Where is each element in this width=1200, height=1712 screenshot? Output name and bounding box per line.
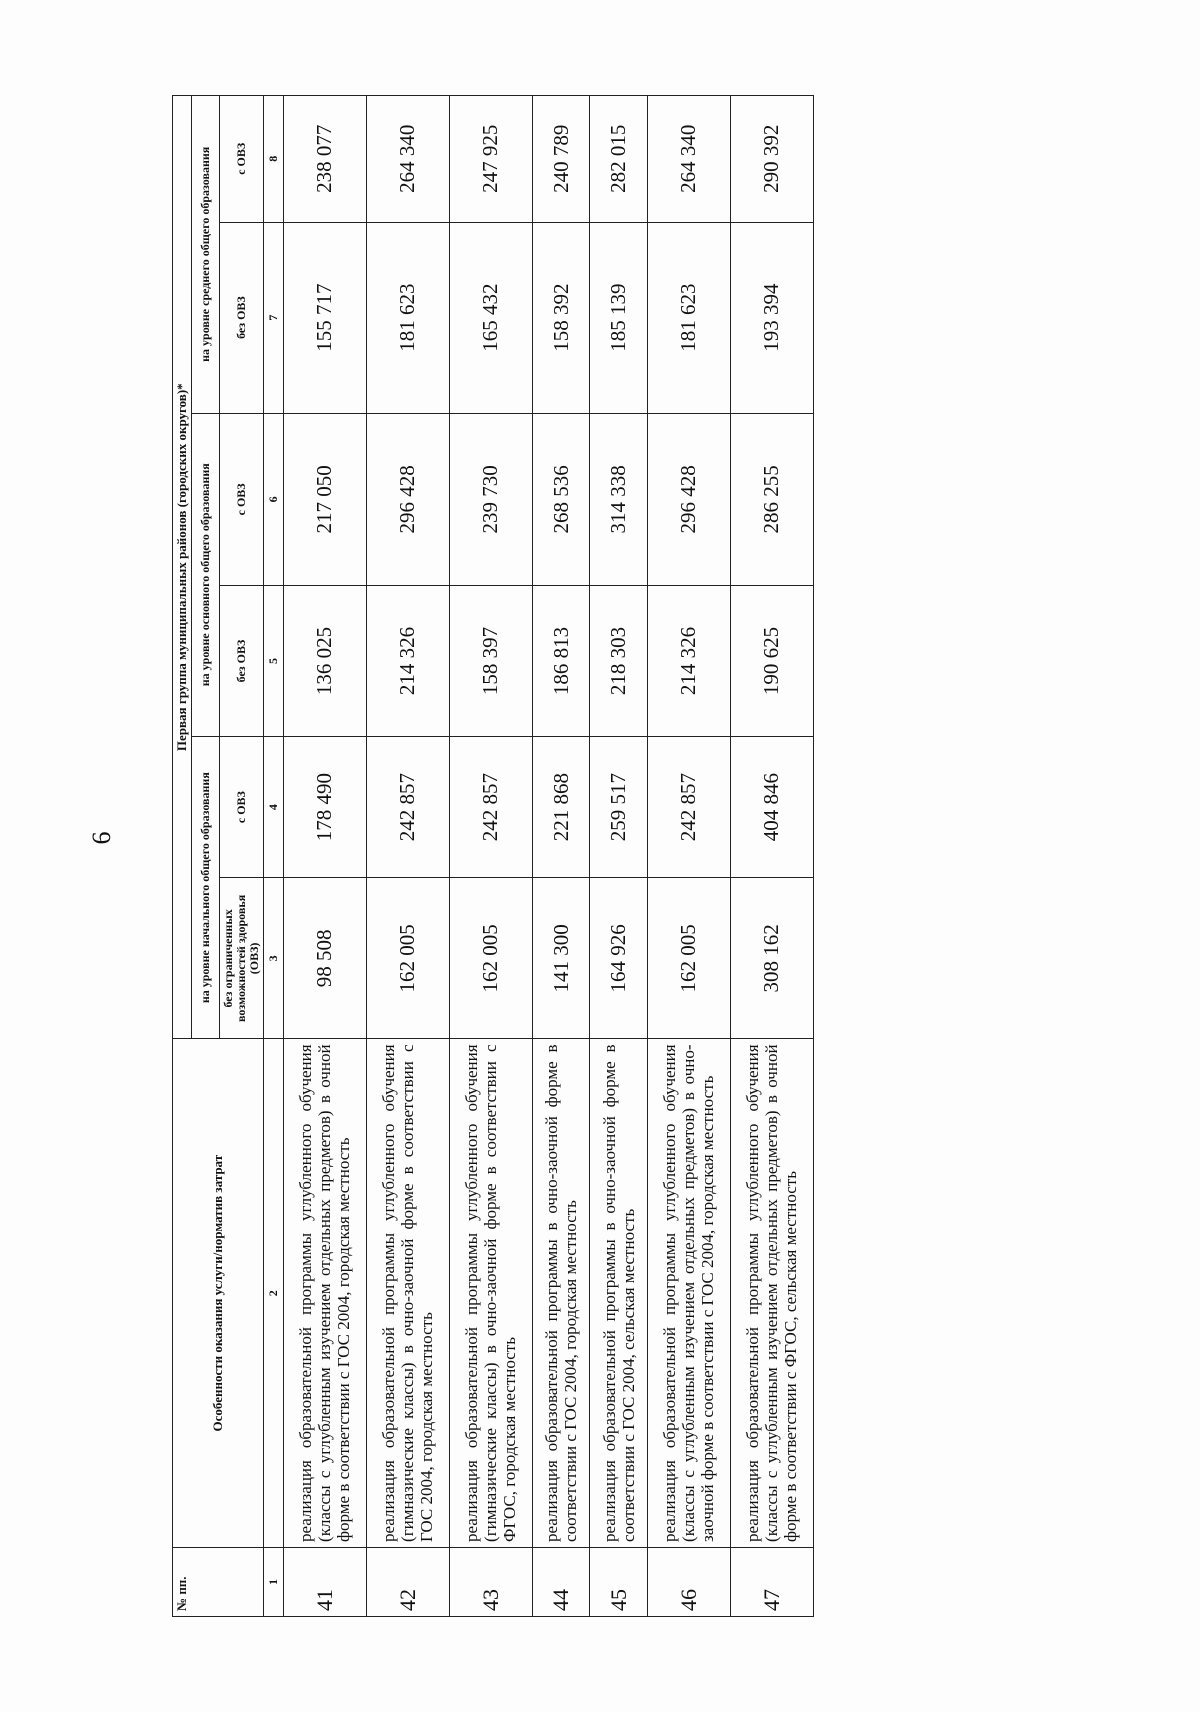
column-index: 1: [264, 1547, 284, 1616]
value-cell: 214 326: [648, 586, 731, 737]
row-description: реализация образовательной программы углубленного обучения (гимназические классы) в очно-заочной форме в соответствии с ГОС 2004, городская местность: [366, 1039, 449, 1548]
header-features: Особенности оказания услуги/норматив затрат: [173, 1039, 264, 1548]
value-cell: 158 397: [449, 586, 532, 737]
value-cell: 136 025: [284, 586, 367, 737]
table-row: [366, 96, 449, 1617]
value-cell: 296 428: [648, 413, 731, 586]
value-cell: 186 813: [532, 586, 590, 737]
value-cell: 314 338: [590, 413, 648, 586]
value-cell: 296 428: [366, 413, 449, 586]
column-index: 2: [264, 1039, 284, 1548]
table-row: [449, 96, 532, 1617]
value-cell: 290 392: [730, 96, 813, 223]
header-basic-without-ovz: без ОВЗ: [220, 586, 264, 737]
value-cell: 282 015: [590, 96, 648, 223]
value-cell: 217 050: [284, 413, 367, 586]
header-level-basic: на уровне основного общего образования: [192, 413, 220, 736]
value-cell: 141 300: [532, 878, 590, 1039]
header-no: № пп.: [173, 1547, 264, 1616]
value-cell: 247 925: [449, 96, 532, 223]
value-cell: 264 340: [366, 96, 449, 223]
value-cell: 214 326: [366, 586, 449, 737]
header-level-secondary: на уровне среднего общего образования: [192, 96, 220, 414]
value-cell: 164 926: [590, 878, 648, 1039]
table-row: [730, 96, 813, 1617]
row-number: 46: [648, 1547, 731, 1616]
value-cell: 308 162: [730, 878, 813, 1039]
norms-table: [172, 95, 814, 1617]
header-secondary-without-ovz: без ОВЗ: [220, 222, 264, 413]
value-cell: 218 303: [590, 586, 648, 737]
value-cell: 98 508: [284, 878, 367, 1039]
column-index: 4: [264, 736, 284, 878]
row-description: реализация образовательной программы углубленного обучения (классы с углубленным изучением отдельных предметов) в очной форме в соответствии с ГОС 2004, городская местность: [284, 1039, 367, 1548]
row-description: реализация образовательной программы углубленного обучения (классы с углубленным изучением отдельных предметов) в очно-заочной форме в соответствии с ГОС 2004, городская местность: [648, 1039, 731, 1548]
value-cell: 242 857: [366, 736, 449, 878]
value-cell: 181 623: [648, 222, 731, 413]
value-cell: 238 077: [284, 96, 367, 223]
header-level-primary: на уровне начального общего образования: [192, 736, 220, 1039]
row-description: реализация образовательной программы углубленного обучения (классы с углубленным изучением отдельных предметов) в очной форме в соответствии с ФГОС, сельская местность: [730, 1039, 813, 1548]
row-description: реализация образовательной программы углубленного обучения (гимназические классы) в очно-заочной форме в соответствии с ФГОС, городская местность: [449, 1039, 532, 1548]
header-primary-with-ovz: с ОВЗ: [220, 736, 264, 878]
value-cell: 165 432: [449, 222, 532, 413]
value-cell: 286 255: [730, 413, 813, 586]
column-index: 7: [264, 222, 284, 413]
value-cell: 162 005: [366, 878, 449, 1039]
column-index: 6: [264, 413, 284, 586]
header-primary-without-ovz: без ограниченных возможностей здоровья (ОВЗ): [220, 878, 264, 1039]
row-description: реализация образовательной программы в очно-заочной форме в соответствии с ГОС 2004, городская местность: [532, 1039, 590, 1548]
header-group: Первая группа муниципальных районов (городских округов)*: [173, 96, 192, 1039]
value-cell: 185 139: [590, 222, 648, 413]
value-cell: 264 340: [648, 96, 731, 223]
row-number: 43: [449, 1547, 532, 1616]
value-cell: 190 625: [730, 586, 813, 737]
value-cell: 178 490: [284, 736, 367, 878]
value-cell: 162 005: [449, 878, 532, 1039]
value-cell: 162 005: [648, 878, 731, 1039]
table-row: [284, 96, 367, 1617]
column-index: 8: [264, 96, 284, 223]
row-number: 45: [590, 1547, 648, 1616]
value-cell: 242 857: [648, 736, 731, 878]
column-index: 5: [264, 586, 284, 737]
value-cell: 259 517: [590, 736, 648, 878]
table-row: [590, 96, 648, 1617]
table-row: [532, 96, 590, 1617]
value-cell: 221 868: [532, 736, 590, 878]
value-cell: 242 857: [449, 736, 532, 878]
table-row: [648, 96, 731, 1617]
row-number: 42: [366, 1547, 449, 1616]
rotated-document: [172, 95, 814, 1617]
row-number: 41: [284, 1547, 367, 1616]
column-index: 3: [264, 878, 284, 1039]
value-cell: 239 730: [449, 413, 532, 586]
value-cell: 193 394: [730, 222, 813, 413]
value-cell: 181 623: [366, 222, 449, 413]
page-number: 6: [87, 831, 116, 845]
value-cell: 404 846: [730, 736, 813, 878]
header-secondary-with-ovz: с ОВЗ: [220, 96, 264, 223]
row-number: 47: [730, 1547, 813, 1616]
value-cell: 240 789: [532, 96, 590, 223]
value-cell: 268 536: [532, 413, 590, 586]
row-number: 44: [532, 1547, 590, 1616]
value-cell: 155 717: [284, 222, 367, 413]
value-cell: 158 392: [532, 222, 590, 413]
row-description: реализация образовательной программы в очно-заочной форме в соответствии с ГОС 2004, сельская местность: [590, 1039, 648, 1548]
header-basic-with-ovz: с ОВЗ: [220, 413, 264, 586]
